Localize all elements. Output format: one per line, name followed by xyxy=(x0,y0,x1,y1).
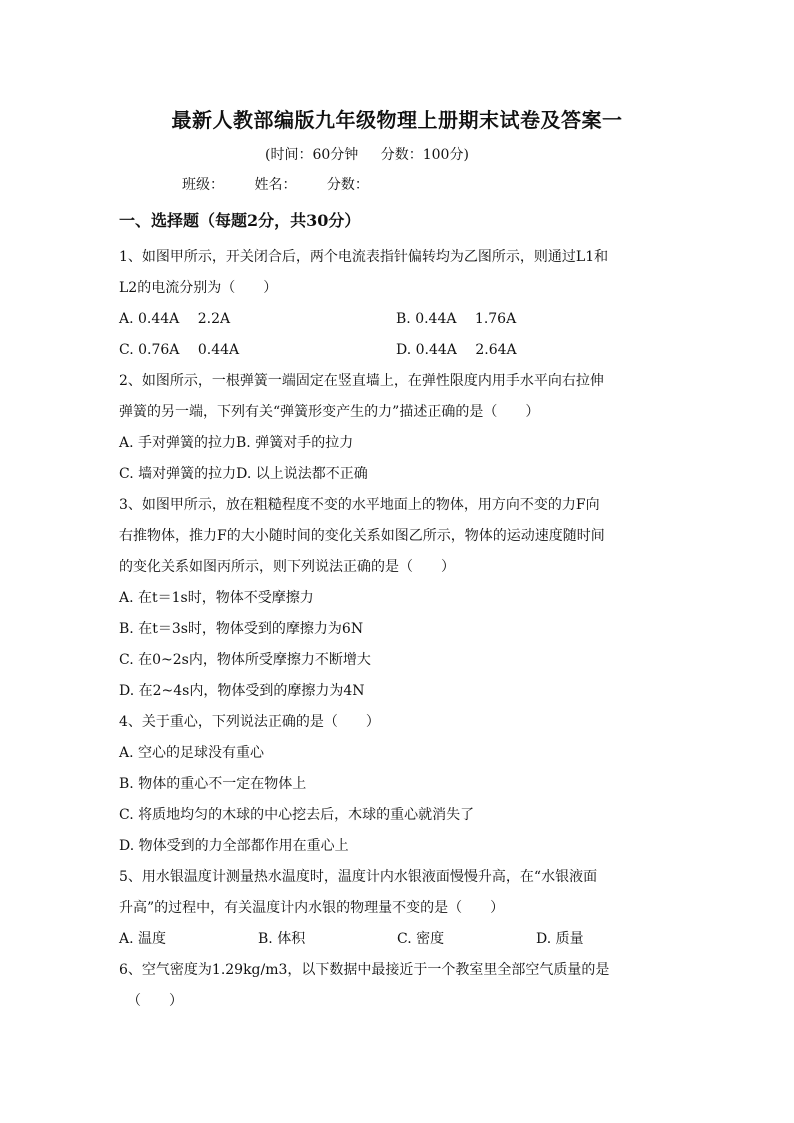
q5-option-d: D. 质量 xyxy=(536,931,584,947)
class-label: 班级： xyxy=(182,177,224,193)
q3-stem-line3: 的变化关系如图丙所示，则下列说法正确的是（ ） xyxy=(119,559,455,575)
q5-option-a: A. 温度 xyxy=(119,931,167,947)
name-label: 姓名： xyxy=(254,177,297,193)
page-title: 最新人教部编版九年级物理上册期末试卷及答案一 xyxy=(171,108,623,132)
q1-option-b: B. 0.44A 1.76A xyxy=(396,311,517,327)
questions xyxy=(119,242,675,1017)
q2-stem-line2: 弹簧的另一端，下列有关“弹簧形变产生的力”描述正确的是（ ） xyxy=(119,404,540,420)
q3-option-c: C. 在0~2s内，物体所受摩擦力不断增大 xyxy=(119,652,371,668)
q1-stem-line2: L2的电流分别为（ ） xyxy=(119,280,278,296)
q5-options xyxy=(119,924,675,955)
q5-stem-line2: 升高”的过程中，有关温度计内水银的物理量不变的是（ ） xyxy=(119,900,505,916)
q3-stem-line1: 3、如图甲所示，放在粗糙程度不变的水平地面上的物体，用方向不变的力F向 xyxy=(119,497,600,513)
section-heading: 一、选择题（每题2分，共30分） xyxy=(119,211,361,230)
q6-stem-line2: （ ） xyxy=(127,993,183,1009)
q4-option-c: C. 将质地均匀的木球的中心挖去后，木球的重心就消失了 xyxy=(119,807,475,823)
q1-options-row1 xyxy=(119,304,675,335)
q1-option-c: C. 0.76A 0.44A xyxy=(119,342,240,358)
q2-options-ab: A. 手对弹簧的拉力B. 弹簧对手的拉力 xyxy=(119,435,354,451)
q3-option-d: D. 在2~4s内，物体受到的摩擦力为4N xyxy=(119,683,365,699)
q4-option-a: A. 空心的足球没有重心 xyxy=(119,745,265,761)
q1-option-a: A. 0.44A 2.2A xyxy=(119,311,231,327)
exam-time: (时间：60分钟 xyxy=(265,147,359,163)
exam-total-score: 分数：100分) xyxy=(380,147,469,163)
q1-option-d: D. 0.44A 2.64A xyxy=(396,342,517,358)
exam-meta xyxy=(265,144,487,164)
score-label: 分数： xyxy=(326,177,369,193)
q3-stem-line2: 右推物体，推力F的大小随时间的变化关系如图乙所示，物体的运动速度随时间 xyxy=(119,528,605,544)
q6-stem-line1: 6、空气密度为1.29kg/m3，以下数据中最接近于一个教室里全部空气质量的是 xyxy=(119,962,610,978)
q1-stem-line1: 1、如图甲所示，开关闭合后，两个电流表指针偏转均为乙图所示，则通过L1和 xyxy=(119,249,609,265)
q5-stem-line1: 5、用水银温度计测量热水温度时，温度计内水银液面慢慢升高，在“水银液面 xyxy=(119,869,598,885)
student-info xyxy=(182,174,395,194)
q4-stem: 4、关于重心，下列说法正确的是（ ） xyxy=(119,714,380,730)
q4-option-d: D. 物体受到的力全部都作用在重心上 xyxy=(119,838,349,854)
q3-option-b: B. 在t＝3s时，物体受到的摩擦力为6N xyxy=(119,621,364,637)
q2-stem-line1: 2、如图所示，一根弹簧一端固定在竖直墙上，在弹性限度内用手水平向右拉伸 xyxy=(119,373,604,389)
q5-option-c: C. 密度 xyxy=(397,931,445,947)
q3-option-a: A. 在t＝1s时，物体不受摩擦力 xyxy=(119,590,314,606)
q1-options-row2 xyxy=(119,335,675,366)
q2-options-cd: C. 墙对弹簧的拉力D. 以上说法都不正确 xyxy=(119,466,368,482)
q4-option-b: B. 物体的重心不一定在物体上 xyxy=(119,776,307,792)
q5-option-b: B. 体积 xyxy=(258,931,306,947)
